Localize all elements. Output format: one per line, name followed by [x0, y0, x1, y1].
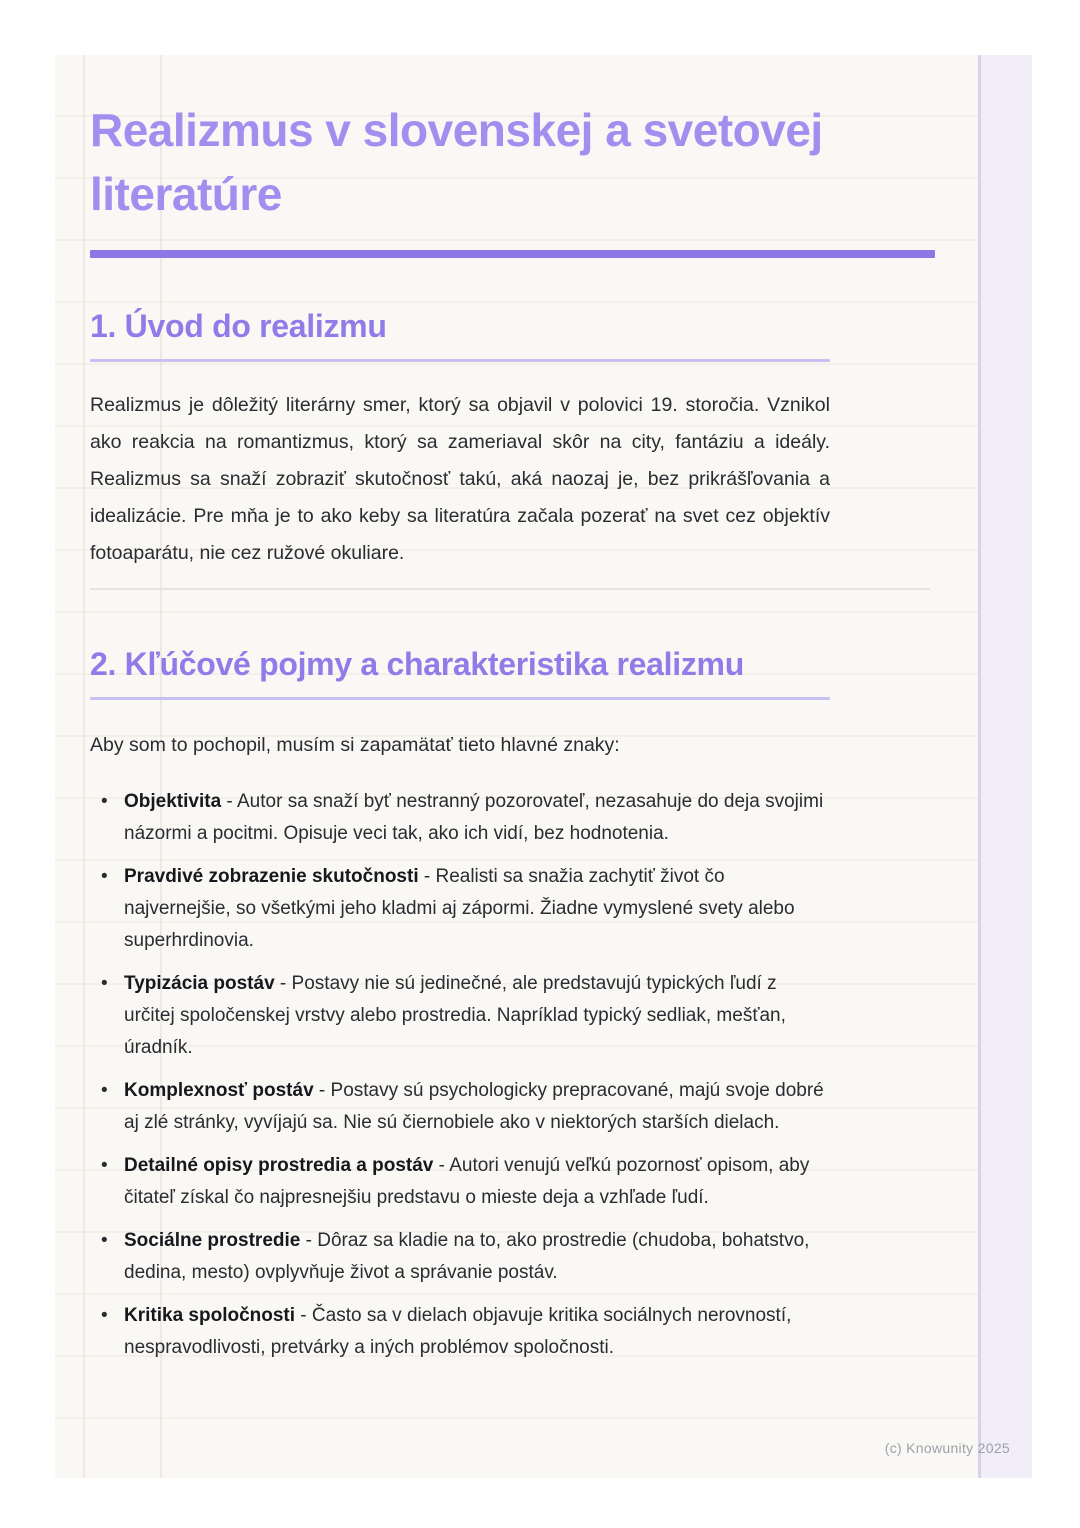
page-edge-strip [978, 55, 1032, 1478]
title-rule [90, 250, 935, 258]
page-content [90, 98, 935, 1375]
section-1-paragraph: Realizmus je dôležitý literárny smer, ktorý sa objavil v polovici 19. storočia. Vznikol ako reakcia na romantizmus, ktorý sa zameriaval skôr na city, fantáziu a ideály. Realizmus sa snaží zobraziť skutočnosť takú, aká naozaj je, bez prikrášľovania a idealizácie. Pre mňa je to ako keby sa literatúra začala pozerať na svet cez objektív fotoaparátu, nie cez ružové okuliare. [90, 394, 830, 564]
list-item [90, 1300, 830, 1364]
list-item [90, 968, 830, 1064]
bullet-term: Detailné opisy prostredia a postáv [124, 1155, 434, 1176]
bullet-text: Postavy nie sú jedinečné, ale predstavujú typických ľudí z určitej spoločenskej vrstvy alebo prostredia. Napríklad typický sedliak, mešťan, úradník. [124, 973, 786, 1058]
list-item [90, 786, 830, 850]
list-item [90, 1225, 830, 1289]
section-1-heading: 1. Úvod do realizmu [90, 308, 387, 344]
bullet-term: Typizácia postáv [124, 973, 275, 994]
bullet-separator: - [295, 1305, 312, 1326]
notes-page [55, 55, 1032, 1478]
bullet-separator: - [274, 973, 292, 994]
bullet-text: Často sa v dielach objavuje kritika sociálnych nerovností, nespravodlivosti, pretvárky a iných problémov spoločnosti. [124, 1305, 792, 1358]
bullet-term: Kritika spoločnosti [124, 1305, 296, 1326]
list-item [90, 1075, 830, 1139]
bullet-text: Postavy sú psychologicky prepracované, majú svoje dobré aj zlé stránky, vyvíjajú sa. Nie sú čiernobiele ako v niektorých starších dielach. [124, 1080, 824, 1133]
bullet-text: Autori venujú veľkú pozornosť opisom, aby čitateľ získal čo najpresnejšiu predstavu o mieste deja a vzhľade ľudí. [124, 1155, 810, 1208]
list-item [90, 861, 830, 957]
bullet-separator: - [313, 1080, 331, 1101]
section-2-heading: 2. Kľúčové pojmy a charakteristika realizmu [90, 646, 744, 682]
bullet-separator: - [433, 1155, 450, 1176]
bullet-term: Sociálne prostredie [124, 1230, 301, 1251]
page-title: Realizmus v slovenskej a svetovej literatúre [90, 104, 823, 220]
list-item [90, 1150, 830, 1214]
bullet-text: Autor sa snaží byť nestranný pozorovateľ, nezasahuje do deja svojimi názormi a pocitmi. Opisuje veci tak, ako ich vidí, bez hodnotenia. [124, 791, 824, 844]
bullet-separator: - [221, 791, 237, 812]
paper-rule-line [83, 55, 85, 1478]
section-2-intro: Aby som to pochopil, musím si zapamätať tieto hlavné znaky: [90, 734, 620, 756]
bullet-text: Realisti sa snažia zachytiť život čo najvernejšie, so všetkými jeho kladmi aj zápormi. Žiadne vymyslené svety alebo superhrdinovia. [124, 866, 795, 951]
bullet-term: Komplexnosť postáv [124, 1080, 314, 1101]
bullet-separator: - [300, 1230, 318, 1251]
characteristics-list [90, 786, 830, 1364]
bullet-separator: - [418, 866, 436, 887]
bullet-text: Dôraz sa kladie na to, ako prostredie (chudoba, bohatstvo, dedina, mesto) ovplyvňuje život a správanie postáv. [124, 1230, 810, 1283]
bullet-term: Objektivita [124, 791, 222, 812]
section-divider [90, 588, 930, 590]
bullet-term: Pravdivé zobrazenie skutočnosti [124, 866, 419, 887]
copyright-watermark: (c) Knowunity 2025 [884, 1440, 1010, 1456]
section-2-underline [90, 697, 830, 700]
section-1-underline [90, 359, 830, 362]
